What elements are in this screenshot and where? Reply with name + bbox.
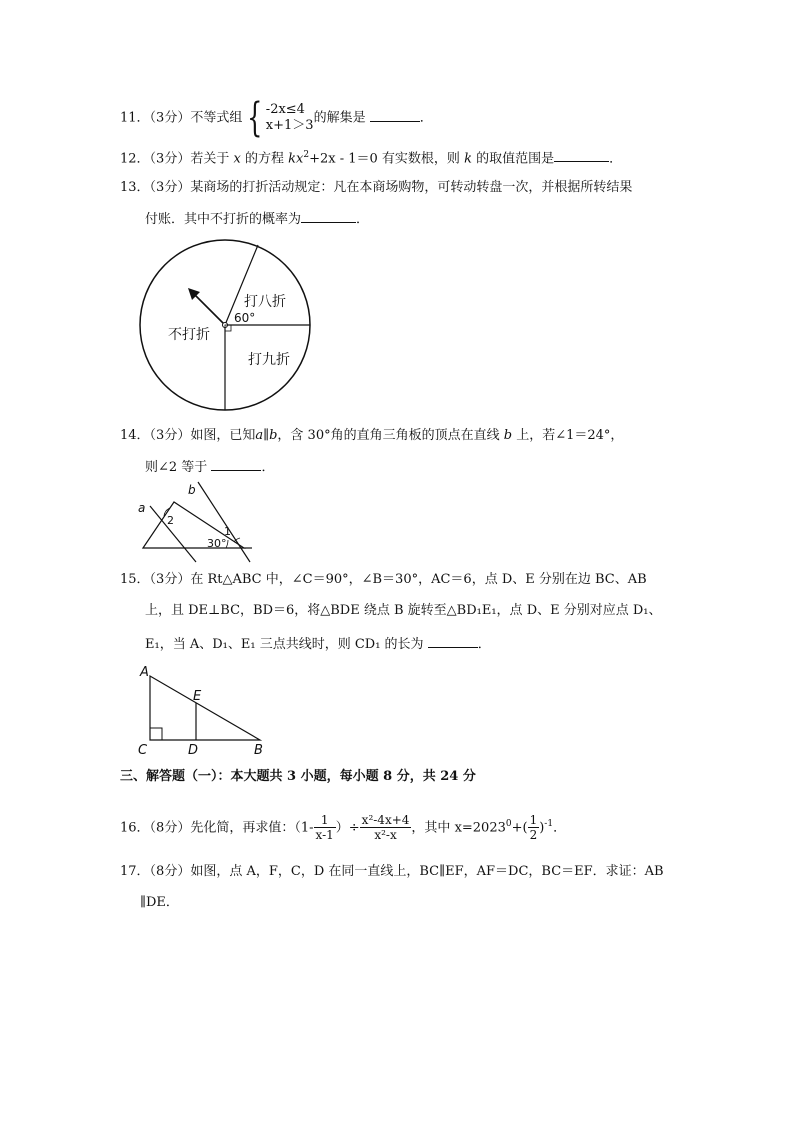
fraction-1-num: 1 <box>314 813 336 828</box>
q14-text-b: ，含 30°角的直角三角板的顶点在直线 <box>277 428 500 443</box>
label-angle: 60° <box>234 311 256 325</box>
triangle-abc <box>150 676 260 740</box>
question-13 <box>120 178 632 198</box>
label-b: b <box>188 483 196 497</box>
q17-number: 17． <box>120 864 150 879</box>
q15-line-3: E₁，当 A、D₁、E₁ 三点共线时，则 CD₁ 的长为 <box>145 637 424 652</box>
q15-end: ． <box>477 637 491 652</box>
fraction-3 <box>528 813 540 842</box>
q15-number: 15． <box>120 572 150 587</box>
question-12 <box>120 145 622 169</box>
pointer-arrow <box>193 293 225 325</box>
q16-number: 16． <box>120 820 150 836</box>
label-2: 2 <box>167 514 174 527</box>
q14-var-b: b <box>503 428 513 443</box>
answer-blank[interactable] <box>301 208 356 223</box>
label-C: C <box>138 743 148 756</box>
question-14-line-2 <box>145 456 274 478</box>
label-B: B <box>254 743 263 756</box>
fraction-3-den: 2 <box>529 828 538 843</box>
spinner-figure <box>138 238 318 414</box>
question-17 <box>120 862 664 882</box>
answer-blank[interactable] <box>554 147 609 162</box>
label-D: D <box>188 743 199 756</box>
triangle-parallel-figure <box>130 478 260 564</box>
question-15-line-3 <box>145 633 491 655</box>
q14-parallel: a∥b <box>255 428 278 443</box>
q12-text-c: 有实数根，则 <box>381 151 460 167</box>
question-11 <box>120 95 433 141</box>
q16-divide: ）÷ <box>335 820 360 836</box>
q15-line-1: 在 Rt△ABC 中，∠C＝90°，∠B＝30°，AC＝6，点 D、E 分别在边 BC、AB <box>190 572 647 587</box>
q14-text-a: 如图，已知 <box>190 428 256 443</box>
q12-eq-rest: +2x - 1＝0 <box>309 151 378 167</box>
inequality-system <box>266 102 314 134</box>
right-triangle-figure <box>136 662 268 756</box>
q12-number: 12． <box>120 151 150 167</box>
fraction-1 <box>314 813 336 842</box>
q11-text-b: 的解集是 <box>313 110 366 126</box>
question-15 <box>120 570 647 590</box>
q12-var-x: x <box>233 151 241 167</box>
question-13-line-2 <box>145 208 369 230</box>
answer-blank[interactable] <box>370 107 420 122</box>
q13-line-1: 某商场的打折活动规定：凡在本商场购物，可转动转盘一次，并根据所转结果 <box>190 180 633 195</box>
q17-score: （8分） <box>149 864 191 879</box>
q17-line-2: ∥DE． <box>140 895 179 910</box>
q15-line-2: 上，且 DE⊥BC，BD＝6，将△BDE 绕点 B 旋转至△BD₁E₁，点 D、E 分别对应点 D₁、 <box>145 603 662 618</box>
fraction-3-num: 1 <box>529 813 538 828</box>
q16-xval: x=2023 <box>454 820 506 836</box>
brace-icon: { <box>247 95 263 141</box>
fraction-2-den: x²-x <box>374 828 397 843</box>
q11-end: ． <box>419 110 433 126</box>
inequality-2: x+1＞3 <box>265 118 314 133</box>
question-15-line-2 <box>145 601 662 621</box>
answer-blank[interactable] <box>211 456 261 471</box>
q13-end: ． <box>356 212 370 227</box>
q14-score: （3分） <box>149 428 191 443</box>
q13-number: 13． <box>120 180 150 195</box>
label-a: a <box>138 501 146 515</box>
right-angle-mark <box>150 728 162 740</box>
label-E: E <box>193 689 202 704</box>
q14-number: 14． <box>120 428 150 443</box>
q12-text-a: 若关于 <box>190 151 230 167</box>
q12-text-d: 的取值范围是 <box>476 151 555 167</box>
q14-end: ． <box>261 460 275 475</box>
fraction-1-den: x-1 <box>315 828 334 843</box>
section-3-heading: 三、解答题（一）：本大题共 3 小题，每小题 8 分，共 24 分 <box>120 769 476 784</box>
q12-score: （3分） <box>149 151 191 167</box>
q12-end: ． <box>609 151 623 167</box>
inequality-1: -2x≤4 <box>265 102 305 117</box>
fraction-2 <box>360 813 412 842</box>
q11-number: 11． <box>120 110 150 126</box>
label-ninety: 打九折 <box>248 352 290 368</box>
q16-end: ． <box>553 820 567 836</box>
q12-var-k: k <box>464 151 472 167</box>
q14-text-c: 上，若∠1＝24°， <box>516 428 624 443</box>
q12-eq-pow: 2 <box>303 150 310 160</box>
answer-blank[interactable] <box>428 633 478 648</box>
q11-score: （3分） <box>149 110 191 126</box>
q12-text-b: 的方程 <box>244 151 284 167</box>
question-16 <box>120 806 566 842</box>
label-eighty: 打八折 <box>244 294 286 310</box>
question-17-line-2 <box>140 893 179 913</box>
label-no-discount: 不打折 <box>168 327 210 343</box>
q16-plus: +( <box>511 820 528 836</box>
label-1: 1 <box>224 525 231 538</box>
q16-close: ) <box>539 820 545 836</box>
q16-neg-exp: -1 <box>544 819 554 829</box>
line-b <box>198 482 250 562</box>
question-14 <box>120 426 623 446</box>
q13-score: （3分） <box>149 180 191 195</box>
q15-score: （3分） <box>149 572 191 587</box>
q11-text: 不等式组 <box>190 110 243 126</box>
q16-text-a: 先化简，再求值： <box>190 820 295 836</box>
q16-score: （8分） <box>149 820 191 836</box>
label-A: A <box>140 665 149 680</box>
fraction-2-num: x²-4x+4 <box>361 813 410 828</box>
label-30: 30° <box>207 537 227 550</box>
q16-text-b: ，其中 <box>411 820 451 836</box>
q12-eq-k: kx <box>288 151 304 167</box>
q16-xpow: 0 <box>505 819 512 829</box>
q14-line-2: 则∠2 等于 <box>145 460 208 475</box>
q17-line-1: 如图，点 A，F，C，D 在同一直线上，BC∥EF，AF＝DC，BC＝EF．求证：AB <box>190 864 664 879</box>
q16-lparen: （1- <box>294 820 314 836</box>
q13-line-2: 付账．其中不打折的概率为 <box>145 212 302 227</box>
